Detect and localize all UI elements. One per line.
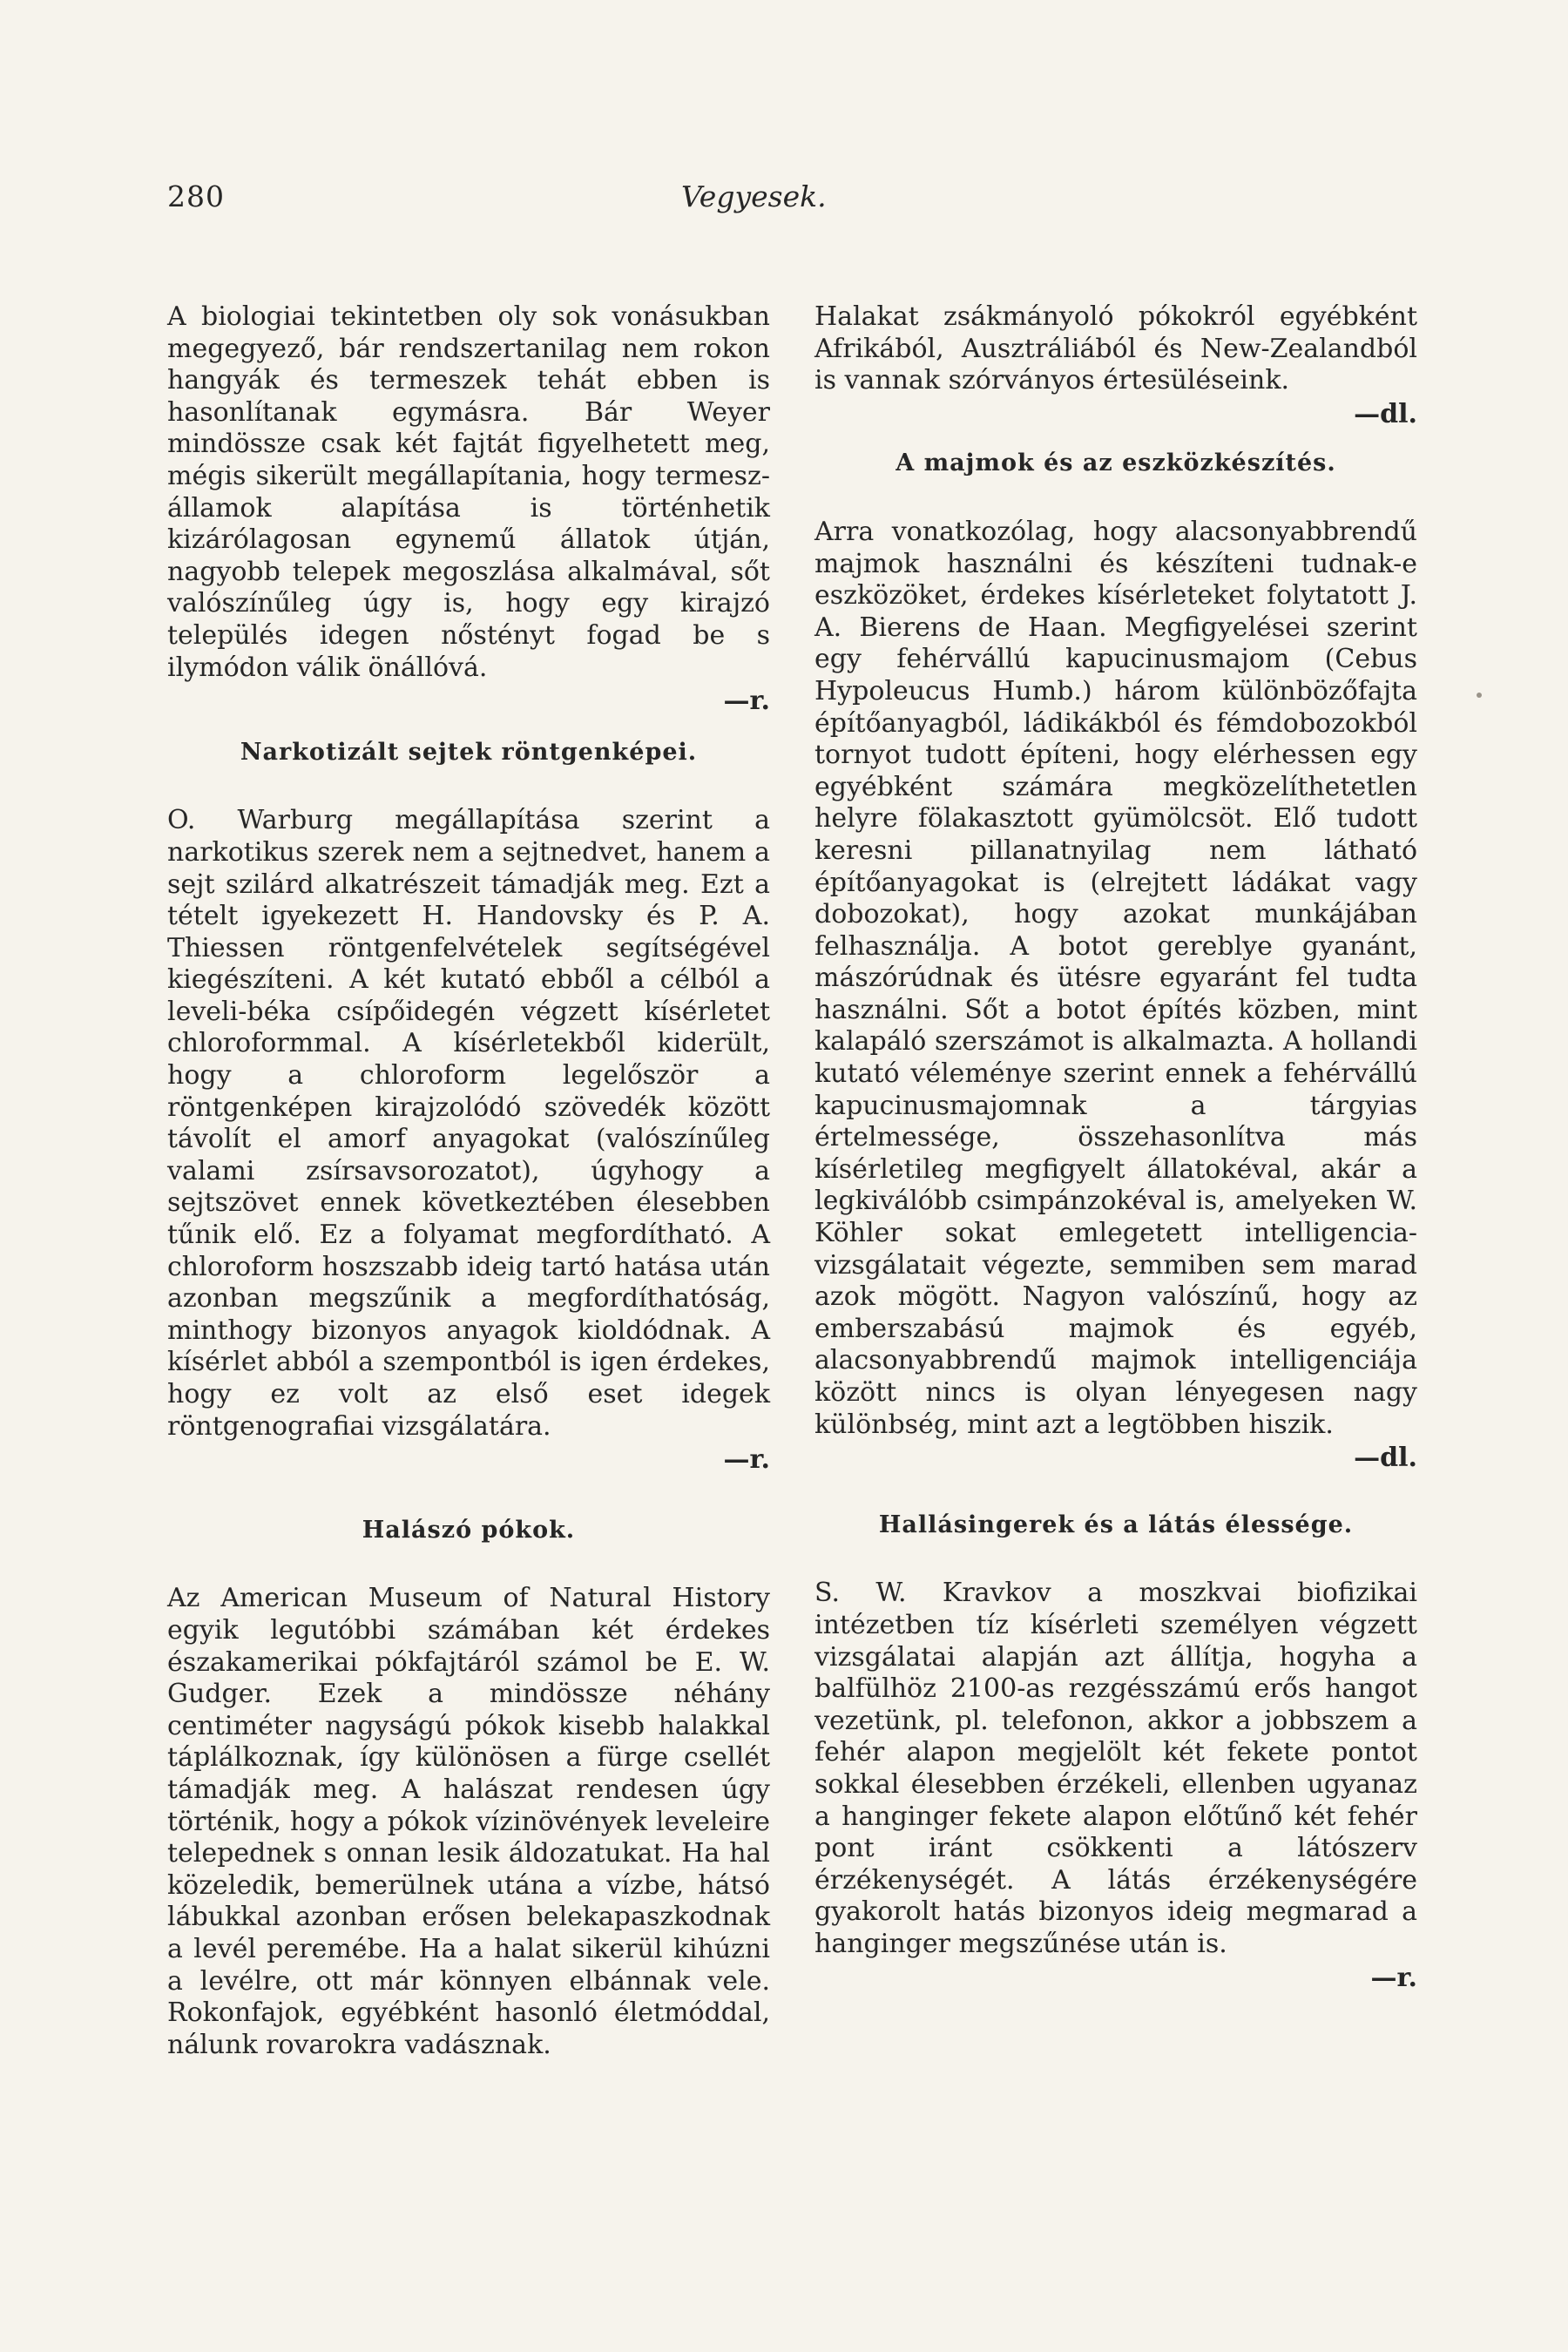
margin-speck bbox=[1477, 693, 1482, 698]
article-body-hallasingerek: S. W. Kravkov a moszkvai biofizikai intézetben tíz kísérleti személyen végzett vizsgálatai alapján azt állítja, hogyha a balfülhöz 2100-as rezgésszámú erős hangot vezetünk, pl. telefonon, akkor a jobbszem a fehér alapon megjelölt két fekete pontot sokkal élesebben érzékeli, ellenben ugyanaz a hanginger fekete alapon előtűnő két fehér pont iránt csökkenti a látószerv érzékenységét. A látás érzékenységére gyakorolt hatás bizonyos ideig megmarad a hanginger megszűnése után is. bbox=[814, 1578, 1417, 1959]
page-number: 280 bbox=[167, 179, 225, 213]
article-signature-hallasingerek: —r. bbox=[1370, 1962, 1417, 1993]
article-heading-halaszo-pokok: Halászó pókok. bbox=[362, 1516, 576, 1544]
article-heading-hallasingerek: Hallásingerek és a látás élessége. bbox=[878, 1511, 1354, 1538]
article-body-narkotizalt: O. Warburg megállapítása szerint a narkotikus szerek nem a sejtnedvet, hanem a sejt szilárd alkatrészeit támadják meg. Ezt a tételt igyekezett H. Handovsky és P. A. Thiessen röntgenfelvételek segítségével kiegészíteni. A két kutató ebből a célból a leveli-béka csípőidegén végzett kísérletet chloroformmal. A kísérletekből kiderült, hogy a chloroform legelőször a röntgenképen kirajzolódó szövedék között távolít el amorf anyagokat (valószínűleg valami zsírsavsorozatot), úgyhogy a sejtszövet ennek következtében élesebben tűnik elő. Ez a folyamat megfordítható. A chloroform hoszszabb ideig tartó hatása után azonban megszűnik a megfordíthatóság, minthogy bizonyos anyagok kioldódnak. A kísérlet abból a szempontból is igen érdekes, hogy ez volt az első eset idegek röntgenografiai vizsgálatára. bbox=[167, 805, 770, 1442]
running-title: Vegyesek. bbox=[681, 179, 827, 213]
article-body-majmok: Arra vonatkozólag, hogy alacsonyabbrendű majmok használni és készíteni tudnak-e eszközöket, érdekes kísérleteket folytatott J. A. Bierens de Haan. Megfigyelései szerint egy fehérvállú kapucinusmajom (Cebus Hypoleucus Humb.) három különbözőfajta építőanyagból, ládikákból és fémdobozokból tornyot tudott építeni, hogy elérhessen egy egyébként számára megközelíthetetlen helyre fölakasztott gyümölcsöt. Elő tudott keresni pillanatnyilag nem látható építőanyagokat is (elrejtett ládákat vagy dobozokat), hogy azokat munkájában felhasználja. A botot gereblye gyanánt, mászórúdnak és ütésre egyaránt fel tudta használni. Sőt a botot építés közben, mint kalapáló szerszámot is alkalmazta. A hollandi kutató véleménye szerint ennek a fehérvállú kapucinusmajomnak a tárgyias értelmessége, összehasonlítva más kísérletileg megfigyelt állatokéval, akár a legkiválóbb csimpánzokéval is, amelyeken W. Köhler sokat emlegetett intelligencia-vizsgálatait végezte, semmiben sem marad azok mögött. Nagyon valószínű, hogy az emberszabású majmok és egyéb, alacsonyabbrendű majmok intelligenciája között nincs is olyan lényegesen nagy különbség, mint azt a legtöbben hiszik. bbox=[814, 516, 1417, 1440]
article-heading-majmok: A majmok és az eszközkészítés. bbox=[896, 449, 1336, 477]
intro-signature: —r. bbox=[723, 686, 770, 717]
right-column bbox=[814, 301, 1417, 1994]
article-signature-halaszo-pokok: —dl. bbox=[1354, 398, 1417, 429]
article-heading-narkotizalt: Narkotizált sejtek röntgenképei. bbox=[240, 738, 698, 766]
article-signature-narkotizalt: —r. bbox=[723, 1444, 770, 1476]
article-body-halaszo-pokok: Az American Museum of Natural History egyik legutóbbi számában két érdekes északamerikai pókfajtáról számol be E. W. Gudger. Ezek a mindössze néhány centiméter nagyságú pókok kisebb halakkal táplálkoznak, így különösen a fürge csellét támadják meg. A halászat rendesen úgy történik, hogy a pókok vízinövények leveleire telepednek s onnan lesik áldozatukat. Ha hal közeledik, bemerülnek utána a vízbe, hátsó lábukkal azonban erősen belekapaszkodnak a levél peremébe. Ha a halat sikerül kihúzni a levélre, ott már könnyen elbánnak vele. Rokonfajok, egyébként hasonló életmóddal, nálunk rovarokra vadásznak. bbox=[167, 1583, 770, 2060]
left-column bbox=[167, 301, 770, 2061]
article-signature-majmok: —dl. bbox=[1354, 1443, 1417, 1474]
intro-paragraph: A biologiai tekintetben oly sok vonásukban megegyező, bár rendszertanilag nem rokon hangyák és termeszek tehát ebben is hasonlítanak egymásra. Bár Weyer mindössze csak két fajtát figyelhetett meg, mégis sikerült megállapítania, hogy termesz-államok alapítása is történhetik kizárólagosan egynemű állatok útján, nagyobb telepek megoszlása alkalmával, sőt valószínűleg úgy is, hogy egy kirajzó település idegen nőstényt fogad be s ilymódon válik önállóvá. bbox=[167, 301, 770, 683]
article-continuation-halaszo-pokok: Halakat zsákmányoló pókokról egyébként Afrikából, Ausztráliából és New-Zealandból is vannak szórványos értesüléseink. bbox=[814, 301, 1417, 396]
